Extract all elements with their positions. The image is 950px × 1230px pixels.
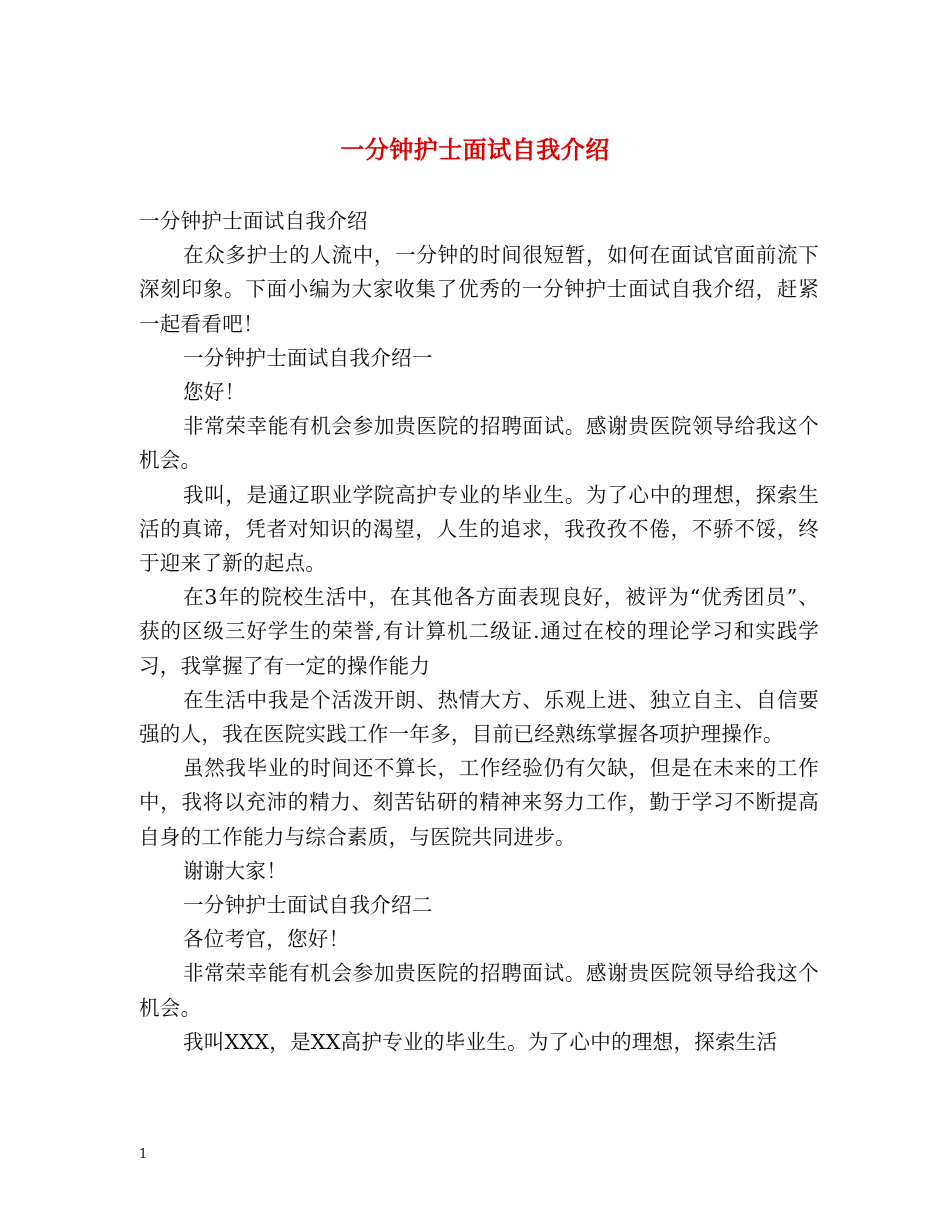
paragraph: 谢谢大家！ — [183, 858, 287, 883]
document-body — [139, 204, 819, 1059]
paragraph: 一分钟护士面试自我介绍二 — [183, 893, 433, 918]
paragraph: 在生活中我是个活泼开朗、热情大方、乐观上进、独立自主、自信要强的人，我在医院实践工作一年多，目前已经熟练掌握各项护理操作。 — [139, 687, 819, 747]
paragraph: 一分钟护士面试自我介绍一 — [183, 345, 433, 370]
document-title: 一分钟护士面试自我介绍 — [340, 135, 610, 164]
page-number: 1 — [139, 1147, 148, 1162]
paragraph: 您好！ — [183, 380, 246, 405]
paragraph: 我叫XXX，是XX高护专业的毕业生。为了心中的理想，探索生活 — [183, 1029, 778, 1054]
paragraph: 我叫，是通辽职业学院高护专业的毕业生。为了心中的理想，探索生活的真谛，凭者对知识的渴望，人生的追求，我孜孜不倦，不骄不馁，终于迎来了新的起点。 — [139, 482, 819, 576]
paragraph: 非常荣幸能有机会参加贵医院的招聘面试。感谢贵医院领导给我这个机会。 — [139, 961, 819, 1020]
paragraph: 非常荣幸能有机会参加贵医院的招聘面试。感谢贵医院领导给我这个机会。 — [139, 414, 819, 473]
paragraph: 在众多护士的人流中，一分钟的时间很短暂，如何在面试官面前流下深刻印象。下面小编为大家收集了优秀的一分钟护士面试自我介绍，赶紧一起看看吧！ — [139, 243, 819, 336]
paragraph: 一分钟护士面试自我介绍 — [139, 209, 368, 233]
paragraph: 虽然我毕业的时间还不算长，工作经验仍有欠缺，但是在未来的工作中，我将以充沛的精力、刻苦钻研的精神来努力工作，勤于学习不断提高自身的工作能力与综合素质，与医院共同进步。 — [139, 756, 819, 849]
paragraph: 在3年的院校生活中，在其他各方面表现良好，被评为“优秀团员”、获的区级三好学生的荣誉,有计算机二级证.通过在校的理论学习和实践学习，我掌握了有一定的操作能力 — [139, 585, 819, 678]
paragraph: 各位考官，您好！ — [183, 927, 350, 952]
